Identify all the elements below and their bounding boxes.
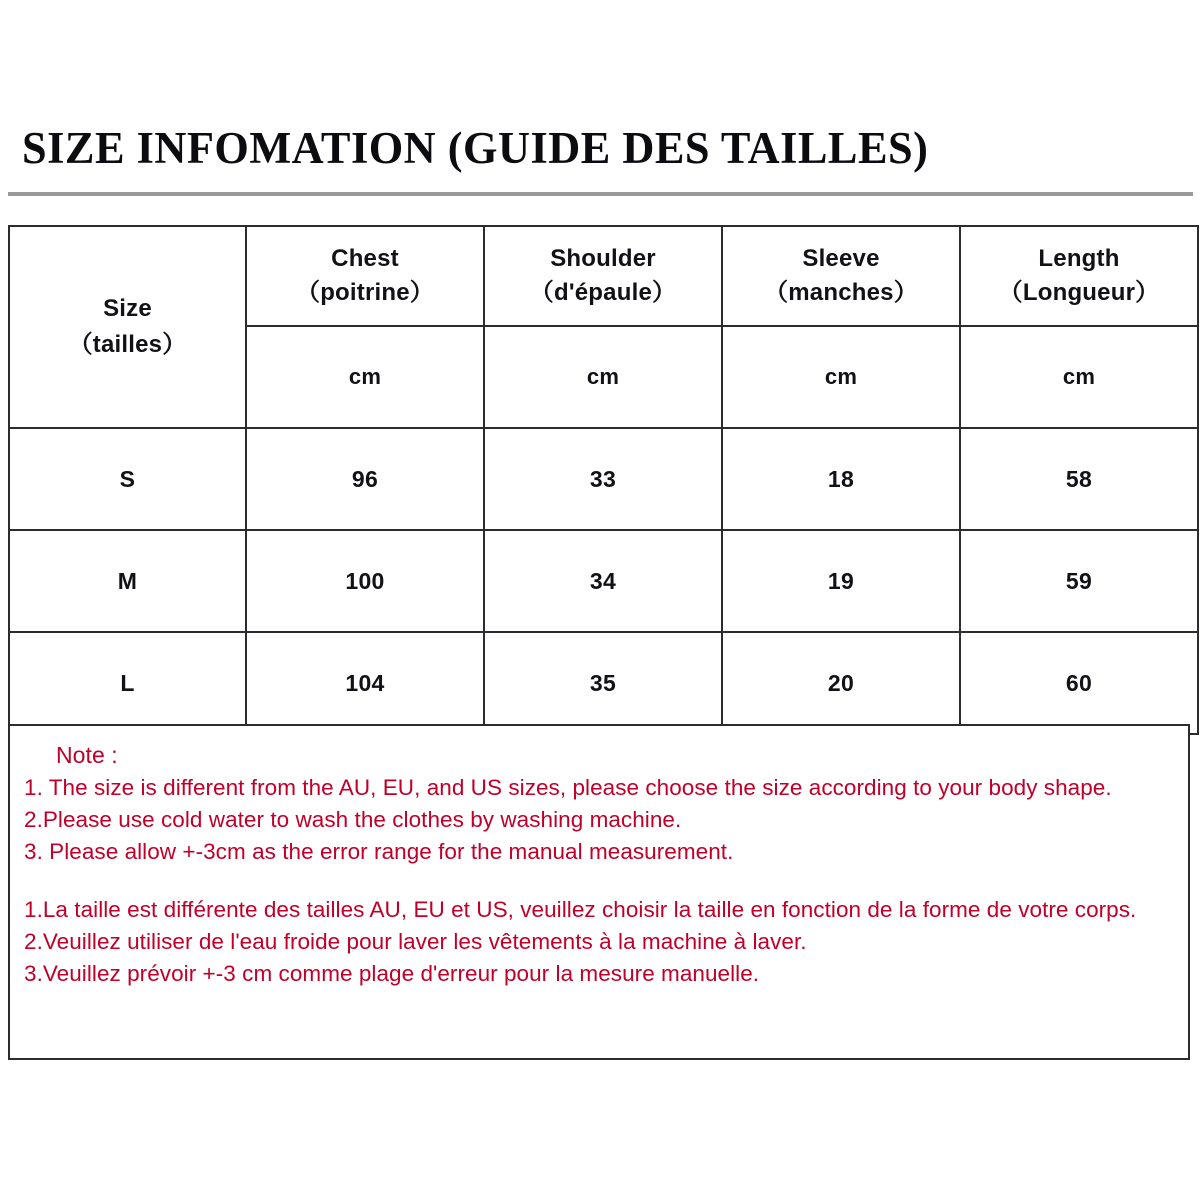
- cell-length: 60: [960, 632, 1198, 734]
- cell-sleeve: 18: [722, 428, 960, 530]
- cell-shoulder: 33: [484, 428, 722, 530]
- table-header-row-main: [9, 226, 1198, 326]
- title-divider: [8, 192, 1193, 196]
- table-row: [9, 530, 1198, 632]
- note-en-1: 1. The size is different from the AU, EU, and US sizes, please choose the size according to your body shape.: [24, 775, 1112, 800]
- header-cell-size: [9, 226, 246, 428]
- header-length-fr: （Longueur）: [998, 279, 1160, 306]
- header-length-en: Length: [1038, 245, 1120, 272]
- note-en-3: 3. Please allow +-3cm as the error range for the manual measurement.: [24, 839, 734, 864]
- note-fr-3: 3.Veuillez prévoir +-3 cm comme plage d'erreur pour la mesure manuelle.: [24, 961, 760, 986]
- header-size-en: Size: [103, 295, 152, 322]
- header-cell-length: [960, 226, 1198, 326]
- header-cell-shoulder: [484, 226, 722, 326]
- header-unit-shoulder: cm: [484, 326, 722, 428]
- header-sleeve-en: Sleeve: [802, 245, 880, 272]
- table-row: [9, 428, 1198, 530]
- page-title: SIZE INFOMATION (GUIDE DES TAILLES): [22, 123, 929, 173]
- cell-sleeve: 20: [722, 632, 960, 734]
- table-row: [9, 632, 1198, 734]
- note-fr-1: 1.La taille est différente des tailles AU, EU et US, veuillez choisir la taille en fonction de la forme de votre corps.: [24, 897, 1137, 922]
- cell-shoulder: 34: [484, 530, 722, 632]
- cell-size: L: [9, 632, 246, 734]
- notes-heading: Note :: [56, 742, 118, 768]
- cell-chest: 96: [246, 428, 484, 530]
- cell-length: 59: [960, 530, 1198, 632]
- header-cell-chest: [246, 226, 484, 326]
- header-unit-chest: cm: [246, 326, 484, 428]
- header-unit-length: cm: [960, 326, 1198, 428]
- cell-size: S: [9, 428, 246, 530]
- header-cell-sleeve: [722, 226, 960, 326]
- cell-chest: 104: [246, 632, 484, 734]
- cell-sleeve: 19: [722, 530, 960, 632]
- cell-length: 58: [960, 428, 1198, 530]
- notes-box: [8, 724, 1190, 1060]
- header-sleeve-fr: （manches）: [764, 279, 918, 306]
- note-fr-2: 2.Veuillez utiliser de l'eau froide pour laver les vêtements à la machine à laver.: [24, 929, 807, 954]
- header-unit-sleeve: cm: [722, 326, 960, 428]
- notes-spacer: [24, 868, 1174, 894]
- cell-size: M: [9, 530, 246, 632]
- header-shoulder-fr: （d'épaule）: [529, 279, 677, 306]
- cell-shoulder: 35: [484, 632, 722, 734]
- cell-chest: 100: [246, 530, 484, 632]
- size-information-table: [8, 225, 1199, 735]
- note-en-2: 2.Please use cold water to wash the clothes by washing machine.: [24, 807, 682, 832]
- header-shoulder-en: Shoulder: [550, 245, 656, 272]
- header-chest-en: Chest: [331, 245, 399, 272]
- header-chest-fr: （poitrine）: [296, 279, 434, 306]
- header-size-fr: （tailles）: [68, 331, 187, 358]
